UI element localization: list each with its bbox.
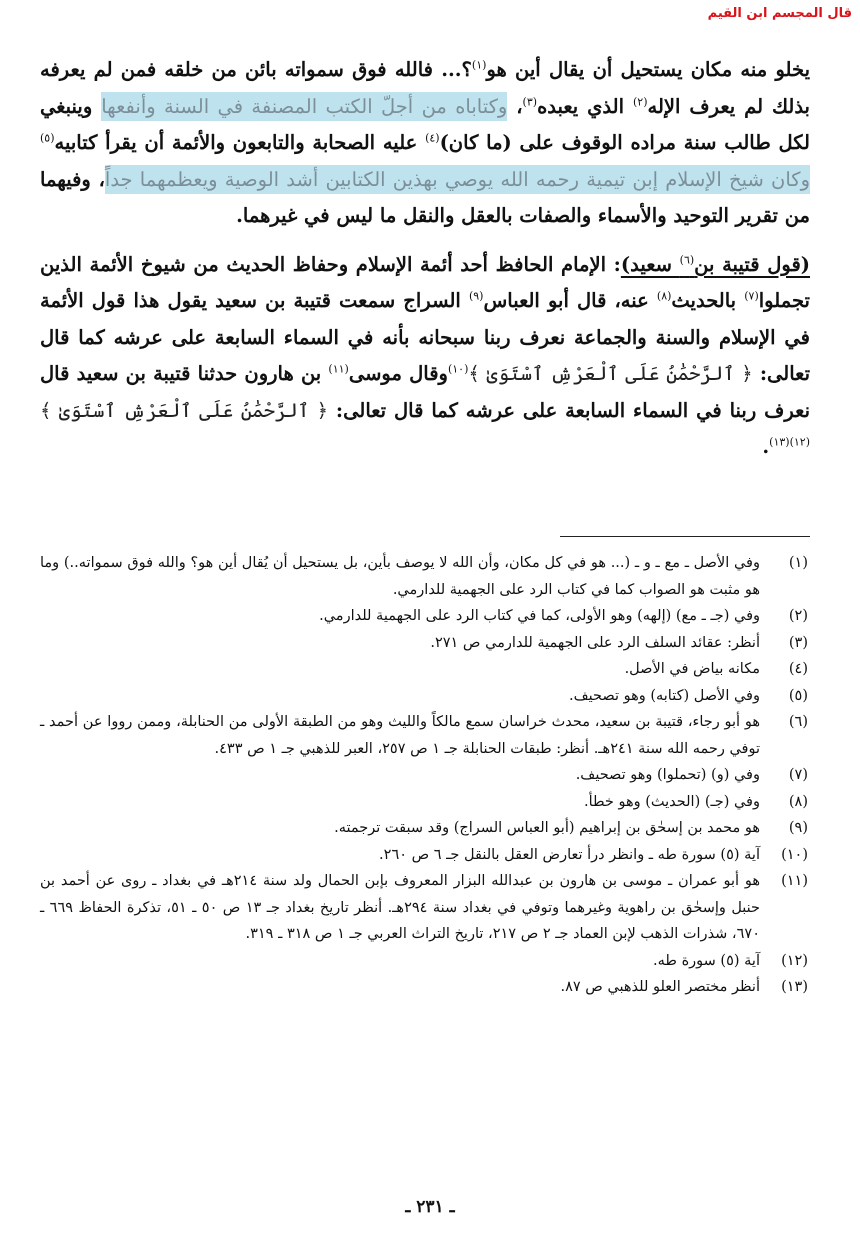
footnote-text: هو أبو عمران ـ موسى بن هارون بن عبدالله البزار المعروف بإبن الحمال ولد سنة ٢١٤هـ في بغداد ـ روى عن أحمد بن حنبل وإسحٰق بن راهوية وغيرهما وتوفي في بغداد سنة ٢٩٤هـ. أنظر تاريخ بغداد جـ ١٣ ص ٥٠ ـ ٥١، تذكرة الحفاظ ٦٦٩ ـ ٦٧٠، شذرات الذهب لإبن العماد جـ ٢ ص ٢١٧، تاريخ التراث العربي جـ ١ ص ٣١٨ ـ ٣١٩. xyxy=(40,873,761,942)
footnote-divider xyxy=(560,536,810,537)
footnote-number: (٩) xyxy=(788,820,808,836)
highlighted-text-1[interactable]: وكتاباه من أجلّ الكتب المصنفة في السنة وأنفعها xyxy=(101,92,507,121)
footnote-number: (٢) xyxy=(788,608,808,624)
footnote-item xyxy=(40,842,808,869)
footnote-number: (٥) xyxy=(788,687,808,704)
running-header: قال المجسم ابن القيم xyxy=(707,6,852,21)
footnote-number: (١٣) xyxy=(781,979,808,995)
footnote-ref-10[interactable]: (١٠) xyxy=(447,362,469,376)
footnote-ref-5[interactable]: (٥) xyxy=(40,131,55,145)
footnote-ref-4[interactable]: (٤) xyxy=(425,131,440,145)
paragraph-1: يخلو منه مكان يستحيل أن يقال أين هو$^{(١)}$؟... فالله فوق سمواته بائن من خلقه فمن لم يعرفه بذلك لم يعرف الإله$^{(٢)}$ الذي يعبده$^{(٣)}$، وكتاباه من أجلّ الكتب المصنفة في السنة وأنفعها وينبغي لكل طالب سنة مراده الوقوف على (ما كان)$^{(٤)}$ عليه الصحابة والتابعون والأئمة أن يقرأ كتابيه$^{(٥)}$ وكان شيخ الإسلام إبن تيمية رحمه الله يوصي بهذين الكتابين أشد الوصية ويعظمهما جداً، وفيهما من تقرير التوحيد والأسماء والصفات بالعقل والنقل ما ليس في غيرهما. xyxy=(40,58,810,227)
footnote-text: هو أبو رجاء، قتيبة بن سعيد، محدث خراسان سمع مالكاً والليث وهو من الطبقة الأولى من الحنابلة، وممن رووا عن أحمد ـ توفي رحمه الله سنة ٢٤١هـ. أنظر: طبقات الحنابلة جـ ١ ص ٢٥٧، العبر للذهبي جـ ١ ص ٤٣٣. xyxy=(40,714,760,757)
footnote-text: هو محمد بن إسحٰق بن إبراهيم (أبو العباس السراج) وقد سبقت ترجمته. xyxy=(334,820,760,836)
paragraph-2: (قول قتيبة بن$^{(٦)}$ سعيد): الإمام الحافظ أحد أئمة الإسلام وحفاظ الحديث من شيوخ الأئمة الذين تجملوا$^{(٧)}$ بالحديث$^{(٨)}$ عنه، قال أبو العباس$^{(٩)}$ السراج سمعت قتيبة بن سعيد يقول هذا قول الأئمة في الإسلام والسنة والجماعة نعرف ربنا سبحانه بأنه في السماء السابعة على عرشه كما قال تعالى: ﴿ ٱلرَّحْمَٰنُ عَلَى ٱلْعَرْشِ ٱسْتَوَىٰ ﴾$^{(١٠)}$وقال موسى$^{(١١)}$ بن هارون حدثنا قتيبة بن سعيد قال نعرف ربنا في السماء السابعة على عرشه كما قال تعالى: ﴿ ٱلرَّحْمَٰنُ عَلَى ٱلْعَرْشِ ٱسْتَوَىٰ ﴾$^{(١٢)(١٣)}$. xyxy=(40,252,810,458)
page-number: ـ ٢٣١ ـ xyxy=(405,1197,455,1217)
footnote-text: وفي الأصل ـ مع ـ و ـ (... هو في كل مكان، وأن الله لا يوصف بأين، بل يستحيل أن يُقال أين هو؟ والله فوق سمواته..) وما هو مثبت هو الصواب كما في كتاب الرد على الجهمية للدارمي. xyxy=(40,555,760,598)
footnote-ref-1[interactable]: (١) xyxy=(471,58,487,72)
footnote-item xyxy=(40,948,808,975)
main-text xyxy=(40,52,810,466)
quran-verse-1: ﴿ ٱلرَّحْمَٰنُ عَلَى ٱلْعَرْشِ ٱسْتَوَىٰ ﴾ xyxy=(468,362,753,385)
footnote-text: وفي (و) (تحملوا) وهو تصحيف. xyxy=(575,767,760,783)
footnote-number: (١) xyxy=(788,555,808,571)
footnote-text: أنظر مختصر العلو للذهبي ص ٨٧. xyxy=(560,979,760,995)
footnote-ref-6[interactable]: (٦) xyxy=(679,253,695,266)
footnote-item xyxy=(40,709,808,762)
footnote-item xyxy=(40,683,808,710)
footnote-item xyxy=(40,603,808,630)
highlighted-text-2[interactable]: وكان شيخ الإسلام إبن تيمية رحمه الله يوصي بهذين الكتابين أشد الوصية ويعظمهما جداً xyxy=(105,165,810,194)
footnote-item xyxy=(40,656,808,683)
footnote-item xyxy=(40,815,808,842)
footnote-ref-12-13[interactable]: (١٢)(١٣) xyxy=(769,435,810,449)
footnote-ref-3[interactable]: (٣) xyxy=(522,95,538,108)
footnote-number: (٨) xyxy=(788,793,808,810)
footnote-item xyxy=(40,789,808,816)
footnote-number: (٦) xyxy=(788,714,808,730)
footnote-text: وفي (جـ) (الحديث) وهو خطأ. xyxy=(583,793,760,810)
footnote-ref-11[interactable]: (١١) xyxy=(328,362,349,376)
footnote-text: آية (٥) سورة طه. xyxy=(653,952,760,969)
footnote-ref-9[interactable]: (٩) xyxy=(468,289,484,303)
footnote-number: (١٠) xyxy=(781,846,808,863)
footnote-text: وفي الأصل (كتابه) وهو تصحيف. xyxy=(569,687,760,704)
footnote-text: آية (٥) سورة طه ـ وانظر درأ تعارض العقل بالنقل جـ ٦ ص ٢٦٠. xyxy=(379,846,760,863)
footnote-item xyxy=(40,974,808,1001)
footnote-ref-7[interactable]: (٧) xyxy=(744,289,759,303)
footnote-number: (٣) xyxy=(788,634,808,651)
footnote-number: (١١) xyxy=(781,873,808,889)
quran-verse-2: ﴿ ٱلرَّحْمَٰنُ عَلَى ٱلْعَرْشِ ٱسْتَوَىٰ ﴾ xyxy=(40,398,329,422)
footnote-number: (٧) xyxy=(788,767,808,783)
footnote-ref-2[interactable]: (٢) xyxy=(632,95,648,108)
footnote-number: (١٢) xyxy=(781,952,808,969)
footnote-text: مكانه بياض في الأصل. xyxy=(624,661,760,677)
section-heading: (قول قتيبة بن$^{(٦)}$ سعيد) xyxy=(620,252,810,276)
footnote-ref-8[interactable]: (٨) xyxy=(656,289,672,303)
footnote-item xyxy=(40,630,808,657)
footnote-item xyxy=(40,762,808,789)
footnote-text: أنظر: عقائد السلف الرد على الجهمية للدارمي ص ٢٧١. xyxy=(430,634,760,651)
footnotes-list xyxy=(40,550,808,1001)
footnote-item xyxy=(40,868,808,948)
footnote-text: وفي (جـ ـ مع) (إلهه) وهو الأولى، كما في كتاب الرد على الجهمية للدارمي. xyxy=(319,608,760,624)
footnote-item xyxy=(40,550,808,603)
footnote-number: (٤) xyxy=(788,661,808,677)
